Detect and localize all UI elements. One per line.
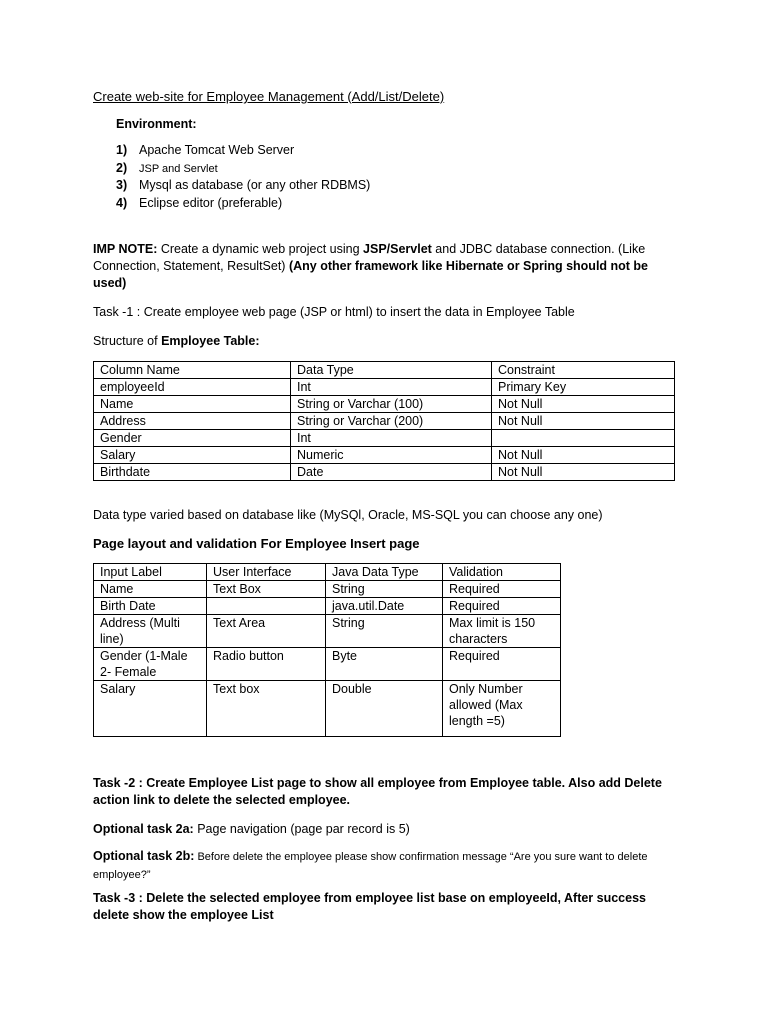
- list-item: 2) JSP and Servlet: [116, 160, 218, 175]
- page-title: Create web-site for Employee Management (Add/List/Delete): [93, 89, 445, 104]
- table-row: Salary Text box Double Only Number allowed (Max length =5): [94, 681, 561, 737]
- table-header-row: [94, 362, 675, 379]
- header-cell: User Interface: [207, 564, 326, 581]
- optional-task-2a: Optional task 2a: Page navigation (page par record is 5): [93, 822, 410, 836]
- environment-heading: Environment:: [116, 117, 197, 131]
- header-cell: Constraint: [492, 362, 675, 379]
- task-1: Task -1 : Create employee web page (JSP or html) to insert the data in Employee Table: [93, 305, 575, 319]
- header-cell: Column Name: [94, 362, 291, 379]
- table-row: Gender (1-Male 2- Female Radio button Byte Required: [94, 648, 561, 681]
- table-row: Address String or Varchar (200) Not Null: [94, 413, 675, 430]
- table-row: Birth Date java.util.Date Required: [94, 598, 561, 615]
- page-layout-heading: Page layout and validation For Employee Insert page: [93, 536, 420, 551]
- list-item: 3) Mysql as database (or any other RDBMS): [116, 178, 371, 192]
- table-row: Birthdate Date Not Null: [94, 464, 675, 481]
- header-cell: Data Type: [291, 362, 492, 379]
- table-row: Salary Numeric Not Null: [94, 447, 675, 464]
- table-row: Address (Multi line) Text Area String Max limit is 150 characters: [94, 615, 561, 648]
- data-type-note: Data type varied based on database like (MySQl, Oracle, MS-SQL you can choose any one): [93, 508, 603, 522]
- employee-table: [93, 361, 675, 481]
- table-row: Gender Int: [94, 430, 675, 447]
- imp-note: IMP NOTE: Create a dynamic web project using JSP/Servlet and JDBC database connection. (Like Connection, Statement, ResultSet) (Any other framework like Hibernate or Spring should not be used): [93, 242, 649, 290]
- task-3: Task -3 : Delete the selected employee from employee list base on employeeId, After success delete show the employee List: [93, 891, 646, 922]
- list-item: 1) Apache Tomcat Web Server: [116, 143, 295, 157]
- header-cell: Validation: [443, 564, 561, 581]
- optional-task-2b: Optional task 2b: Before delete the employee please show confirmation message “Are you sure want to delete employee?”: [93, 849, 648, 881]
- task-2: Task -2 : Create Employee List page to show all employee from Employee table. Also add Delete action link to delete the selected employee.: [93, 776, 662, 807]
- table-row: Name String or Varchar (100) Not Null: [94, 396, 675, 413]
- list-item: 4) Eclipse editor (preferable): [116, 195, 283, 210]
- table-row: employeeId Int Primary Key: [94, 379, 675, 396]
- structure-heading: Structure of Employee Table:: [93, 334, 260, 348]
- environment-list: [116, 142, 370, 212]
- header-cell: Java Data Type: [326, 564, 443, 581]
- header-cell: Input Label: [94, 564, 207, 581]
- layout-table: [93, 563, 561, 737]
- table-header-row: [94, 564, 561, 581]
- table-row: Name Text Box String Required: [94, 581, 561, 598]
